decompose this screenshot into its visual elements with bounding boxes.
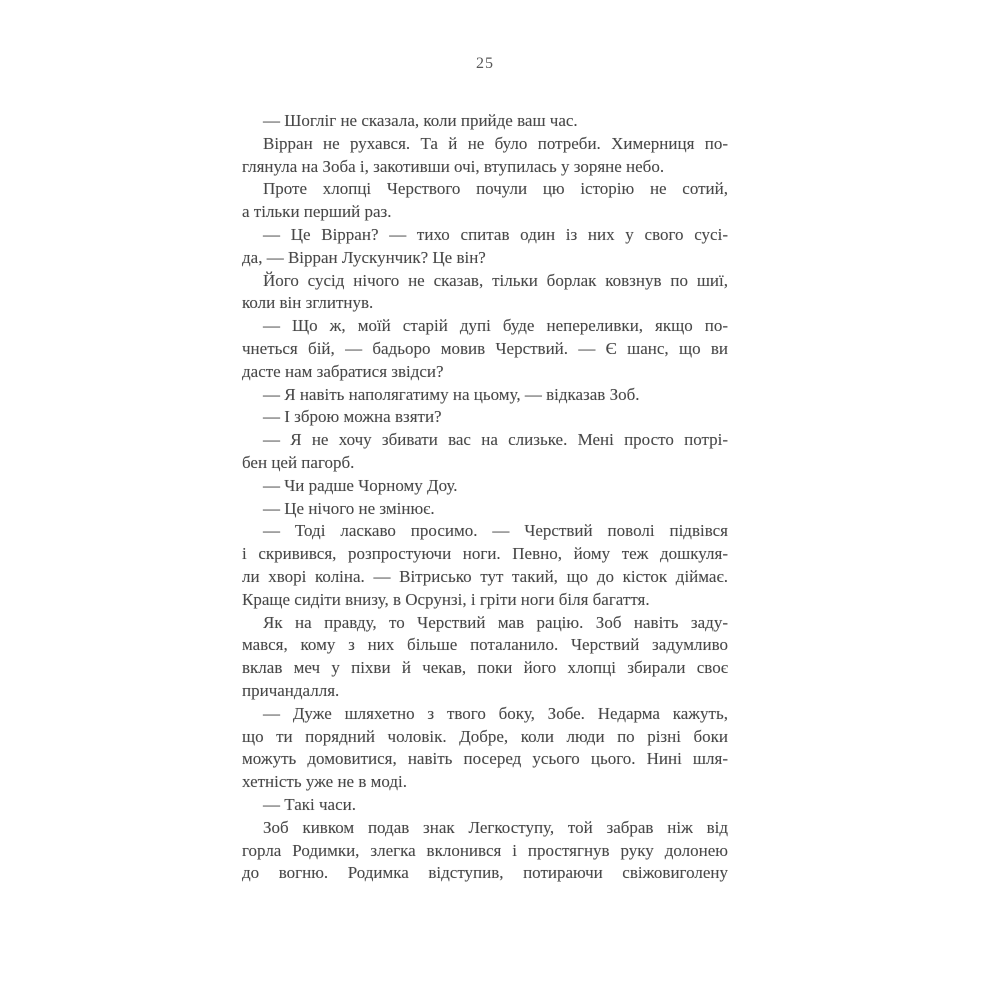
page-text xyxy=(242,110,728,885)
paragraph xyxy=(242,475,728,498)
text-line: що ти порядний чоловік. Добре, коли люди по різні боки xyxy=(242,726,728,746)
paragraph xyxy=(242,270,728,316)
text-line: і скривився, розпростуючи ноги. Певно, йому теж дошкуля- xyxy=(242,544,728,564)
text-line: — Що ж, моїй старій дупі буде непереливки, якщо по- xyxy=(263,316,728,336)
paragraph xyxy=(242,133,728,179)
text-line: Як на правду, то Черствий мав рацію. Зоб навіть заду- xyxy=(263,612,728,632)
text-line: Краще сидіти внизу, в Осрунзі, і гріти ноги біля багаття. xyxy=(242,589,650,609)
text-line: — І зброю можна взяти? xyxy=(263,407,442,427)
page-number: 25 xyxy=(476,55,494,72)
text-line: вклав меч у піхви й чекав, поки його хлопці збирали своє xyxy=(242,658,728,678)
paragraph xyxy=(242,703,728,794)
paragraph xyxy=(242,315,728,383)
text-line: можуть домовитися, навіть посеред усього цього. Нині шля- xyxy=(242,749,728,769)
text-line: чнеться бій, — бадьоро мовив Черствий. — Є шанс, що ви xyxy=(242,338,728,358)
text-line: — Дуже шляхетно з твого боку, Зобе. Недарма кажуть, xyxy=(263,703,728,723)
paragraph xyxy=(242,110,728,133)
text-line: ли хворі коліна. — Вітрисько тут такий, що до кісток діймає. xyxy=(242,566,728,586)
text-line: — Шогліг не сказала, коли прийде ваш час. xyxy=(263,111,578,130)
text-line: — Я не хочу збивати вас на слизьке. Мені просто потрі- xyxy=(263,430,728,450)
text-line: бен цей пагорб. xyxy=(242,452,355,472)
text-line: Зоб кивком подав знак Легкоступу, той забрав ніж від xyxy=(263,817,728,837)
text-line: хетність уже не в моді. xyxy=(242,772,408,792)
paragraph xyxy=(242,520,728,611)
paragraph xyxy=(242,406,728,429)
paragraph xyxy=(242,384,728,407)
text-line: — Тоді ласкаво просимо. — Черствий поволі підвівся xyxy=(263,521,728,541)
paragraph xyxy=(242,224,728,270)
text-line: Його сусід нічого не сказав, тільки борлак ковзнув по шиї, xyxy=(263,270,728,290)
text-line: да, — Вірран Лускунчик? Це він? xyxy=(242,247,486,267)
text-line: мався, кому з них більше поталанило. Черствий задумливо xyxy=(242,635,728,655)
paragraph xyxy=(242,612,728,703)
text-line: Вірран не рухався. Та й не було потреби. Химерниця по- xyxy=(263,133,728,153)
text-line: коли він зглитнув. xyxy=(242,293,374,313)
paragraph xyxy=(242,178,728,224)
text-line: — Я навіть наполягатиму на цьому, — відказав Зоб. xyxy=(263,384,640,404)
text-line: горла Родимки, злегка вклонився і простягнув руку долонею xyxy=(242,840,728,860)
paragraph xyxy=(242,794,728,817)
paragraph xyxy=(242,817,728,885)
text-line: а тільки перший раз. xyxy=(242,202,392,222)
text-line: — Такі часи. xyxy=(263,794,356,814)
paragraph xyxy=(242,498,728,521)
text-line: — Чи радше Чорному Доу. xyxy=(263,475,458,495)
text-line: — Це нічого не змінює. xyxy=(263,498,435,518)
text-line: — Це Вірран? — тихо спитав один із них у свого сусі- xyxy=(263,224,728,244)
text-line: причандалля. xyxy=(242,680,340,700)
text-line: Проте хлопці Черствого почули цю історію не сотий, xyxy=(263,179,728,199)
text-line: дасте нам забратися звідси? xyxy=(242,361,444,381)
text-line: глянула на Зоба і, закотивши очі, втупилась у зоряне небо. xyxy=(242,156,665,176)
paragraph xyxy=(242,429,728,475)
text-line: до вогню. Родимка відступив, потираючи свіжовиголену xyxy=(242,863,728,883)
